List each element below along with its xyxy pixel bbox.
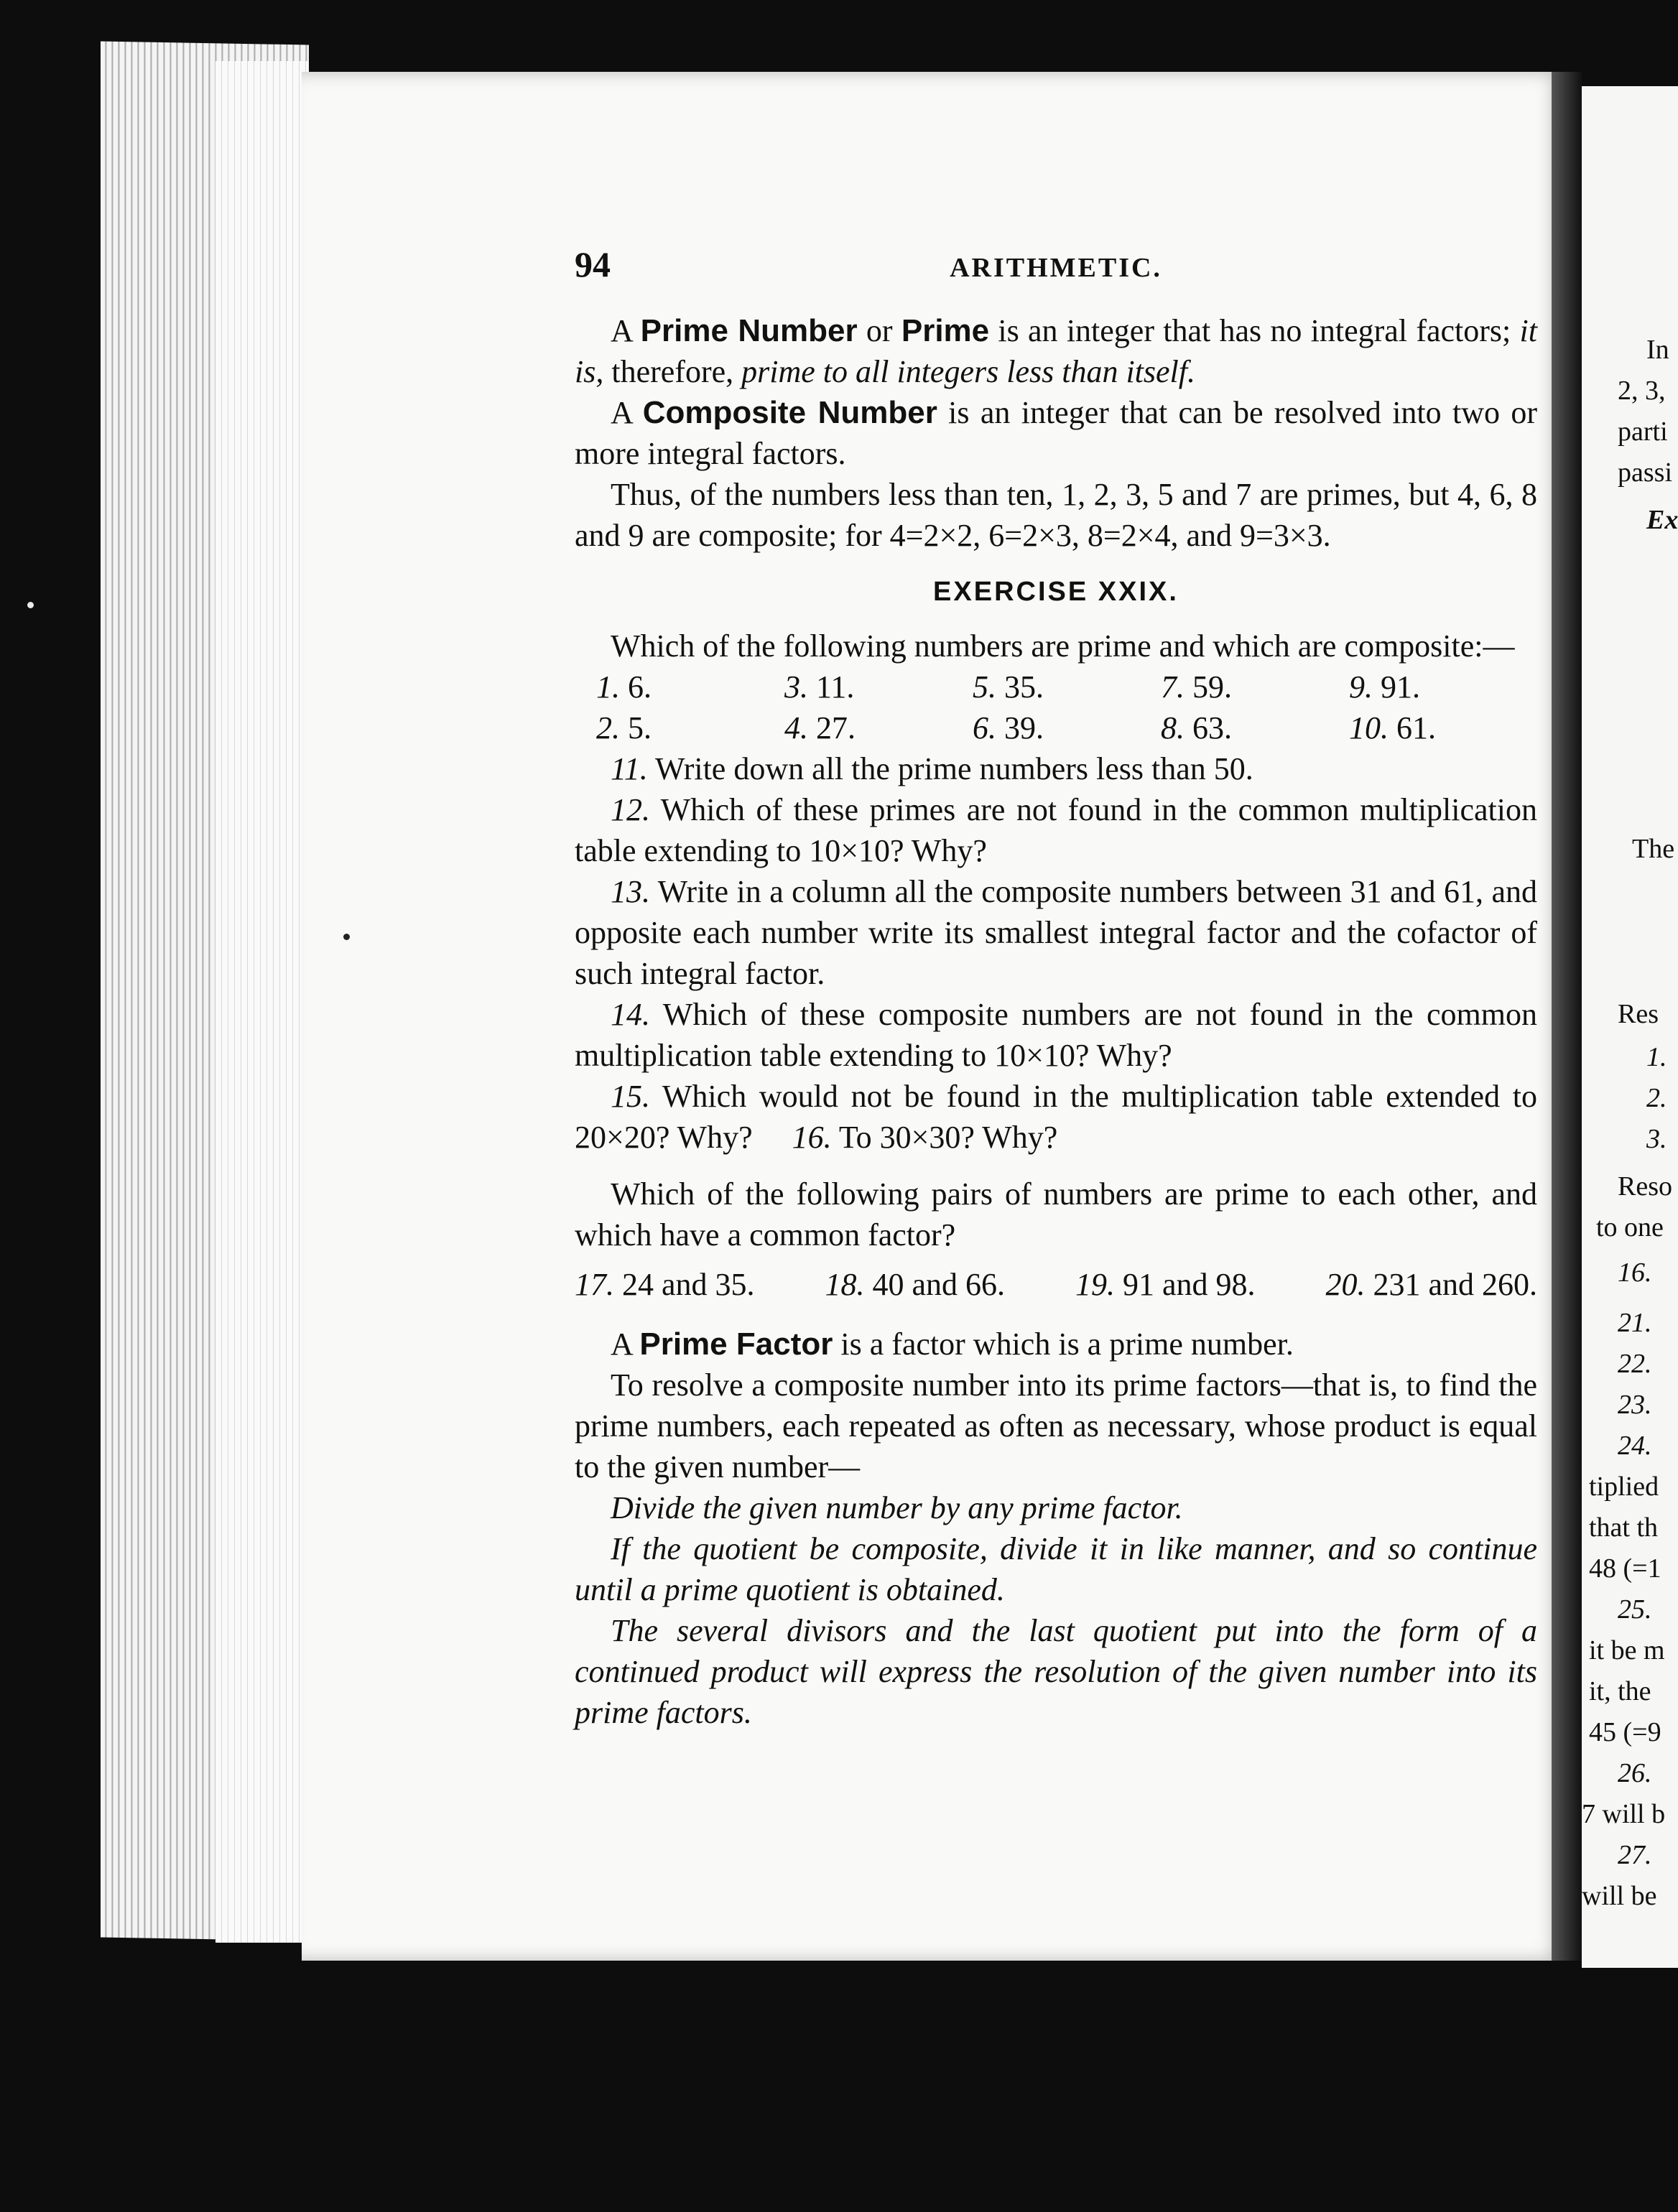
frag: it be m	[1589, 1635, 1665, 1665]
exercise-title: EXERCISE XXIX.	[933, 577, 1179, 607]
page-text-block	[575, 244, 1537, 1733]
next-page-fragment	[1582, 86, 1678, 1968]
frag: 22.	[1618, 1349, 1652, 1379]
speck	[27, 602, 34, 608]
frag: Reso	[1618, 1171, 1672, 1202]
frag: The	[1632, 834, 1675, 864]
question-15-16: 15. Which would not be found in the multiplication table extended to 20×20? Why? 16. To 30×30? Why?	[575, 1079, 1537, 1155]
term-prime-factor: Prime Factor	[639, 1326, 833, 1362]
list-item: 6. 39.	[973, 710, 1044, 745]
resolve-paragraph: To resolve a composite number into its prime factors—that is, to find the prime numbers, each repeated as often as necessary, whose product is equal to the given number—	[575, 1367, 1537, 1484]
frag: 26.	[1618, 1758, 1652, 1788]
frag: 48 (=1	[1589, 1553, 1661, 1584]
question-12: 12. Which of these primes are not found in the common multiplication table extending to 10×10? Why?	[575, 792, 1537, 868]
list-item: 19. 91 and 98.	[1075, 1267, 1256, 1302]
book-gutter	[1552, 72, 1582, 1961]
frag: to one	[1596, 1212, 1664, 1242]
speck	[343, 934, 350, 940]
list-item: 8. 63.	[1161, 710, 1232, 745]
rule-2: If the quotient be composite, divide it in like manner, and so continue until a prime quotient is obtained.	[575, 1531, 1537, 1607]
rule-1: Divide the given number by any prime factor.	[611, 1490, 1183, 1525]
question-13: 13. Write in a column all the composite numbers between 31 and 61, and opposite each number write its smallest integral factor and the cofactor of such integral factor.	[575, 874, 1537, 991]
list-item: 9. 91.	[1349, 669, 1420, 705]
list-item: 2. 5.	[596, 710, 652, 745]
list-item: 5. 35.	[973, 669, 1044, 705]
book-page-edges-inner	[215, 61, 309, 1943]
frag: 27.	[1618, 1840, 1652, 1870]
list-item: 3. 11.	[784, 669, 855, 705]
list-item: 18. 40 and 66.	[825, 1267, 1006, 1302]
question-14: 14. Which of these composite numbers are not found in the common multiplication table extending to 10×10? Why?	[575, 997, 1537, 1073]
frag: Res	[1618, 999, 1659, 1029]
frag: passi	[1618, 457, 1672, 488]
list-item: 1. 6.	[596, 669, 652, 705]
list-item: 10. 61.	[1349, 710, 1436, 745]
question-11: 11. Write down all the prime numbers less than 50.	[611, 751, 1253, 786]
frag: Ex	[1646, 505, 1678, 535]
list-item: 7. 59.	[1161, 669, 1232, 705]
running-title: ARITHMETIC.	[950, 253, 1162, 283]
term-prime-number: Prime Number	[640, 313, 858, 348]
frag: tiplied	[1589, 1472, 1659, 1502]
frag: 16.	[1618, 1258, 1652, 1288]
frag: 21.	[1618, 1308, 1652, 1338]
frag: will be	[1582, 1881, 1657, 1911]
term-composite-number: Composite Number	[642, 395, 937, 430]
frag: it, the	[1589, 1676, 1651, 1706]
frag: 2, 3,	[1618, 376, 1666, 406]
rule-3: The several divisors and the last quotient put into the form of a continued product will express the resolution of the given number into its prime factors.	[575, 1613, 1537, 1730]
pairs-row	[575, 1264, 1537, 1305]
prime-factor-definition: A Prime Factor is a factor which is a prime number.	[611, 1326, 1294, 1362]
frag: 3.	[1646, 1124, 1667, 1154]
exercise-number-grid	[575, 666, 1537, 748]
frag: 7 will b	[1582, 1799, 1666, 1829]
frag: 2.	[1646, 1083, 1667, 1113]
frag: In	[1646, 335, 1669, 365]
page-header	[575, 244, 1537, 289]
exercise-intro: Which of the following numbers are prime and which are composite:—	[611, 628, 1515, 664]
term-prime: Prime	[901, 313, 990, 348]
page-number: 94	[575, 244, 611, 284]
pairs-intro: Which of the following pairs of numbers are prime to each other, and which have a common factor?	[575, 1176, 1537, 1253]
list-item: 20. 231 and 260.	[1325, 1267, 1537, 1302]
frag: that th	[1589, 1512, 1659, 1543]
frag: 25.	[1618, 1594, 1652, 1625]
frag: 23.	[1618, 1390, 1652, 1420]
frag: parti	[1618, 417, 1668, 447]
prime-definition: A Prime Number or Prime is an integer that has no integral factors; it is, therefore, prime to all integers less than itself.	[575, 313, 1537, 389]
list-item: 4. 27.	[784, 710, 856, 745]
composite-definition: A Composite Number is an integer that can be resolved into two or more integral factors.	[575, 395, 1537, 471]
frag: 1.	[1646, 1042, 1667, 1072]
frag: 24.	[1618, 1431, 1652, 1461]
thus-paragraph: Thus, of the numbers less than ten, 1, 2, 3, 5 and 7 are primes, but 4, 6, 8 and 9 are composite; for 4=2×2, 6=2×3, 8=2×4, and 9=3×3.	[575, 477, 1537, 553]
list-item: 17. 24 and 35.	[575, 1267, 755, 1302]
frag: 45 (=9	[1589, 1717, 1661, 1747]
